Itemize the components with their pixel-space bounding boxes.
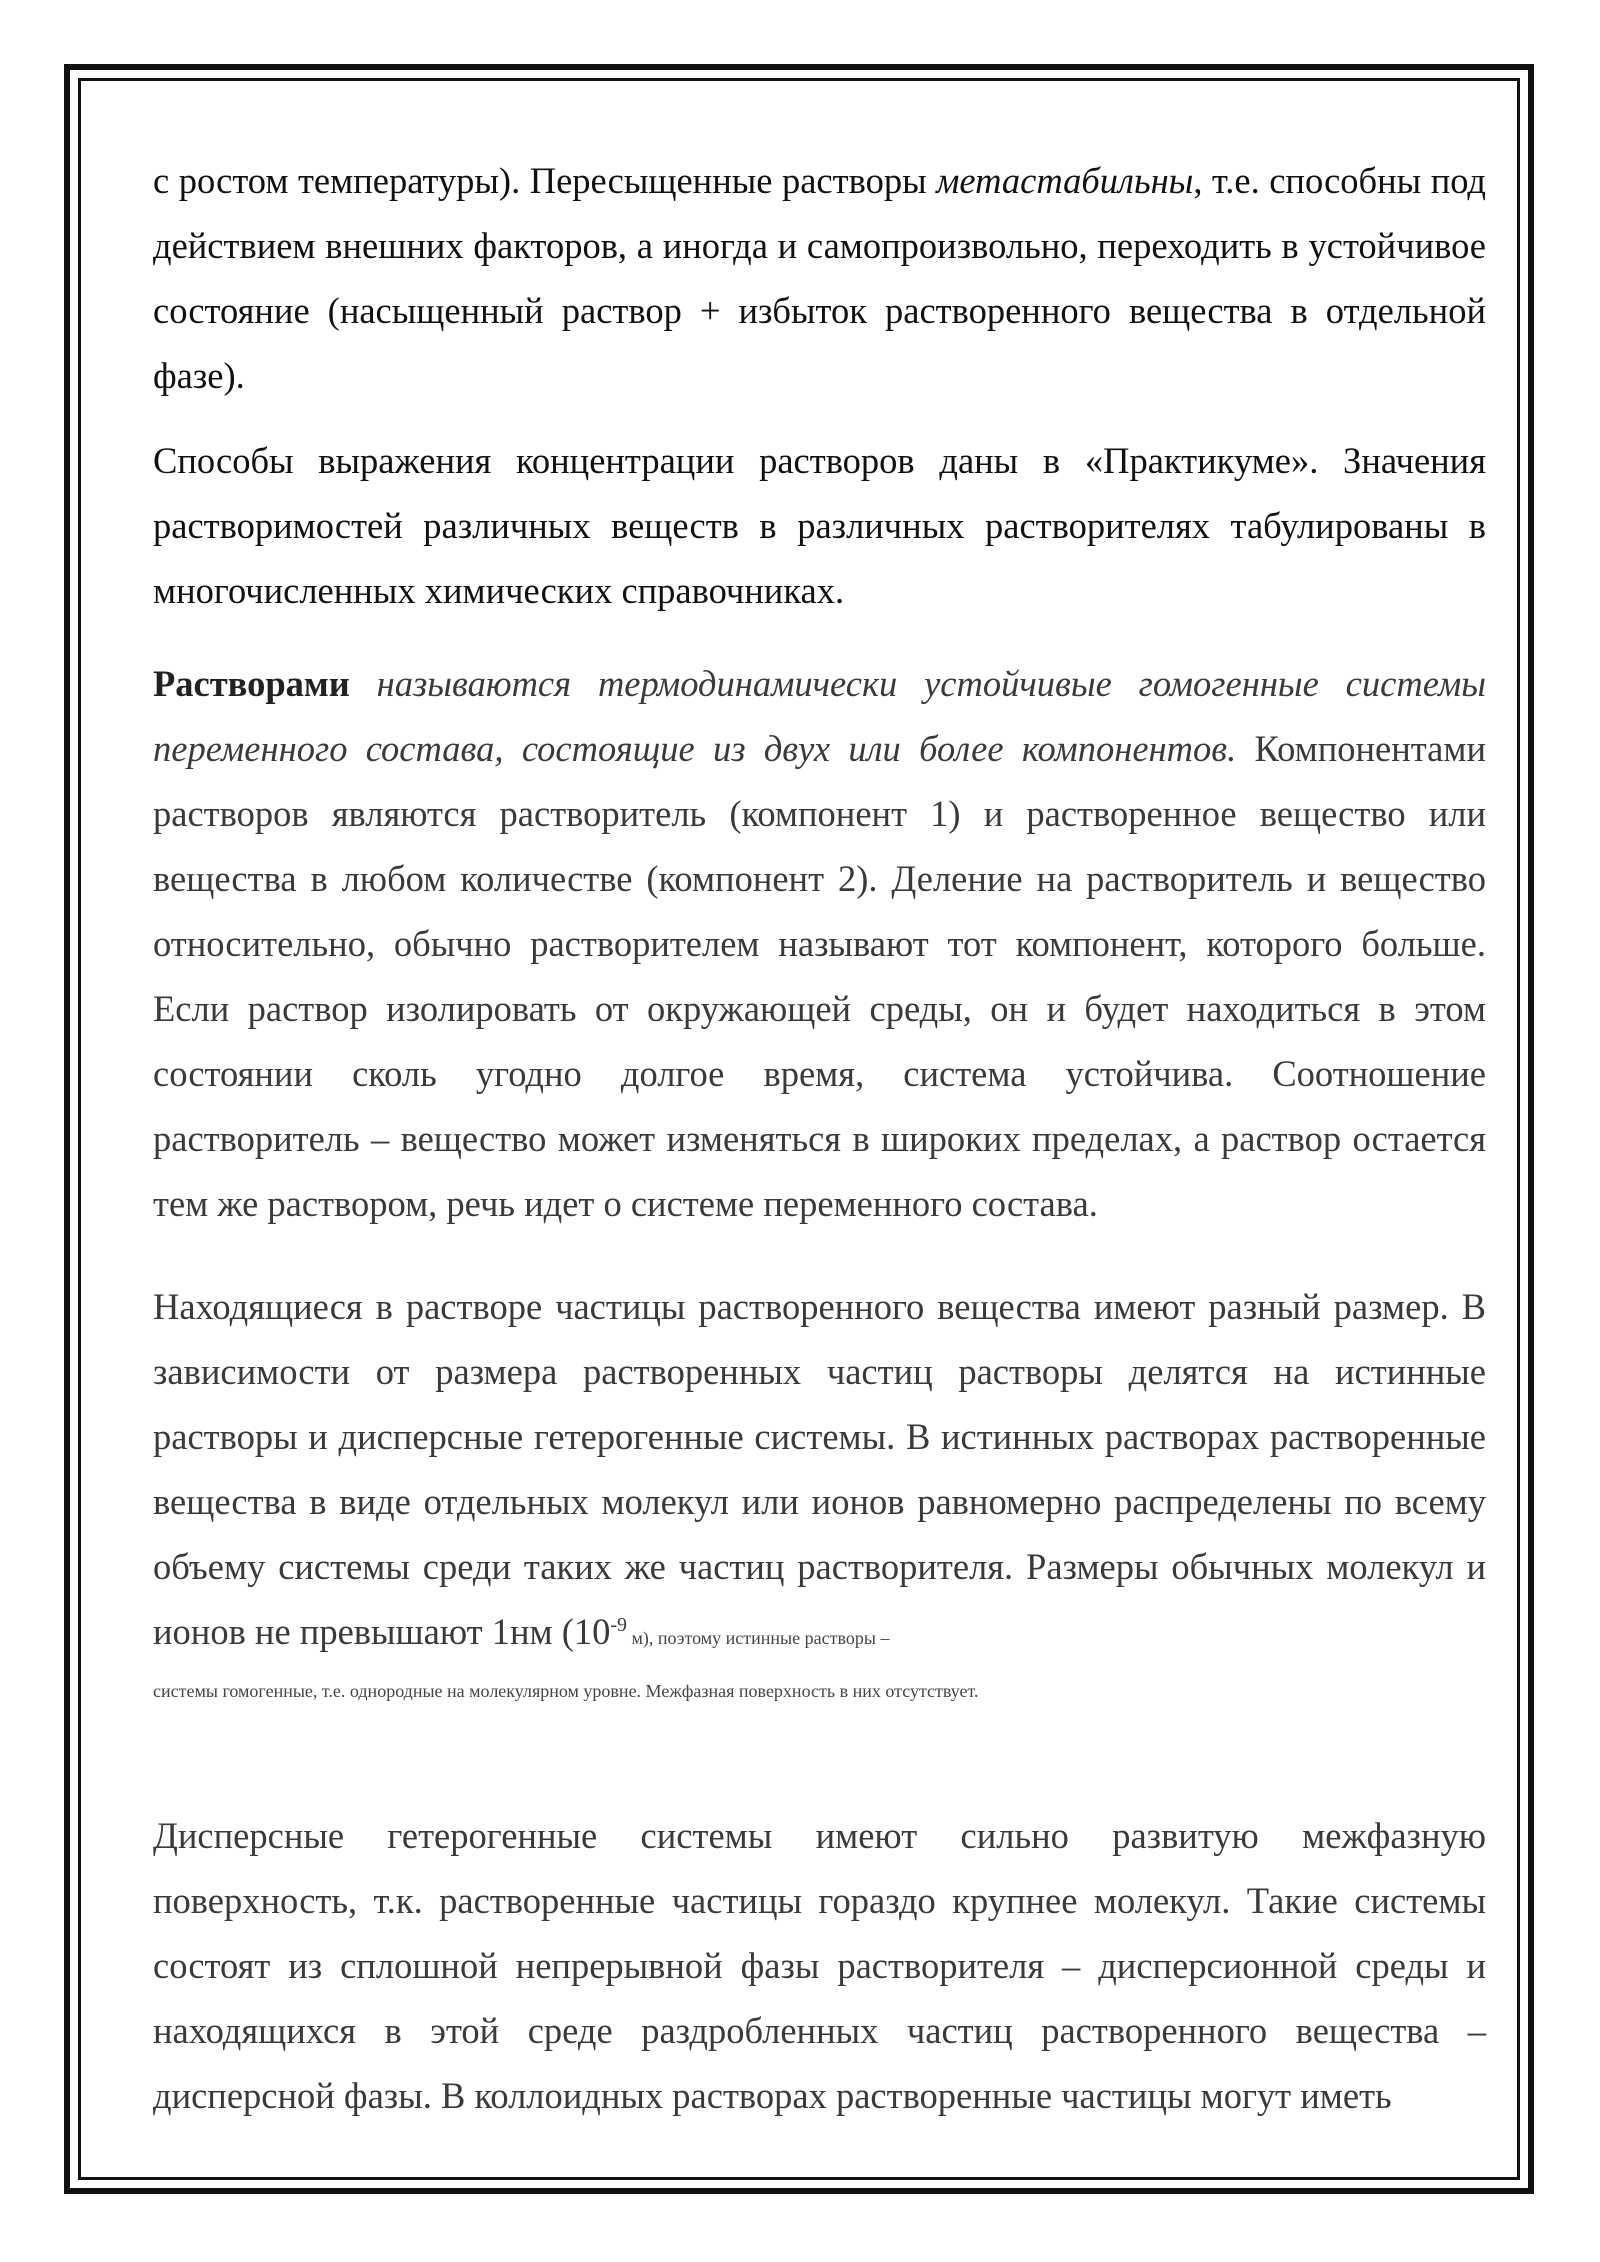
paragraph-particle-size [153, 1274, 1486, 1671]
p4-small-line: системы гомогенные, т.е. однородные на молекулярном уровне. Межфазная поверхность в них отсутствует. [153, 1681, 979, 1701]
paragraph-supersaturated [153, 148, 1486, 408]
paragraph-concentration: Способы выражения концентрации растворов даны в «Практикуме». Значения растворимостей различных веществ в различных растворителях табулированы в многочисленных химических справочниках. [153, 440, 1486, 611]
p4-small-tail: м), поэтому истинные растворы – [627, 1628, 890, 1648]
p3-text-rest: Компонентами растворов являются растворитель (компонент 1) и растворенное вещество или вещества в любом количестве (компонент 2). Деление на растворитель и вещество относительно, обычно растворителем называют тот компонент, которого больше. Если раствор изолировать от окружающей среды, он и будет находиться в этом состоянии сколь угодно долгое время, система устойчива. Соотношение растворитель – вещество может изменяться в широких пределах, а раствор остается тем же раствором, речь идет о системе переменного состава. [153, 728, 1486, 1224]
paragraph-solutions-definition [153, 651, 1486, 1236]
p1-text-c: , т.е. способны под действием внешних факторов, а иногда и самопроизвольно, переходить в устойчивое состояние (насыщенный раствор + избыток растворенного вещества в отдельной фазе). [153, 160, 1486, 396]
paragraph-disperse-systems: Дисперсные гетерогенные системы имеют сильно развитую межфазную поверхность, т.к. растворенные частицы гораздо крупнее молекул. Такие системы состоят из сплошной непрерывной фазы растворителя – дисперсионной среды и находящихся в этой среде раздробленных частиц растворенного вещества – дисперсной фазы. В коллоидных растворах растворенные частицы могут иметь [153, 1815, 1486, 2116]
p1-italic-term: метастабильны [936, 160, 1194, 201]
document-body [153, 148, 1486, 2128]
p3-italic-definition: называются термодинамически устойчивые гомогенные системы переменного состава, состоящие из двух или более компонентов. [153, 663, 1486, 769]
p4-text-main: Находящиеся в растворе частицы растворенного вещества имеют разный размер. В зависимости от размера растворенных частиц растворы делятся на истинные растворы и дисперсные гетерогенные системы. В истинных растворах растворенные вещества в виде отдельных молекул или ионов равномерно распределены по всему объему системы среди таких же частиц растворителя. Размеры обычных молекул и ионов не превышают 1нм (10 [153, 1286, 1486, 1652]
p1-text-a: с ростом температуры). Пересыщенные растворы [153, 160, 937, 201]
p4-superscript: -9 [610, 1613, 628, 1636]
p3-bold-term: Растворами [153, 663, 350, 704]
